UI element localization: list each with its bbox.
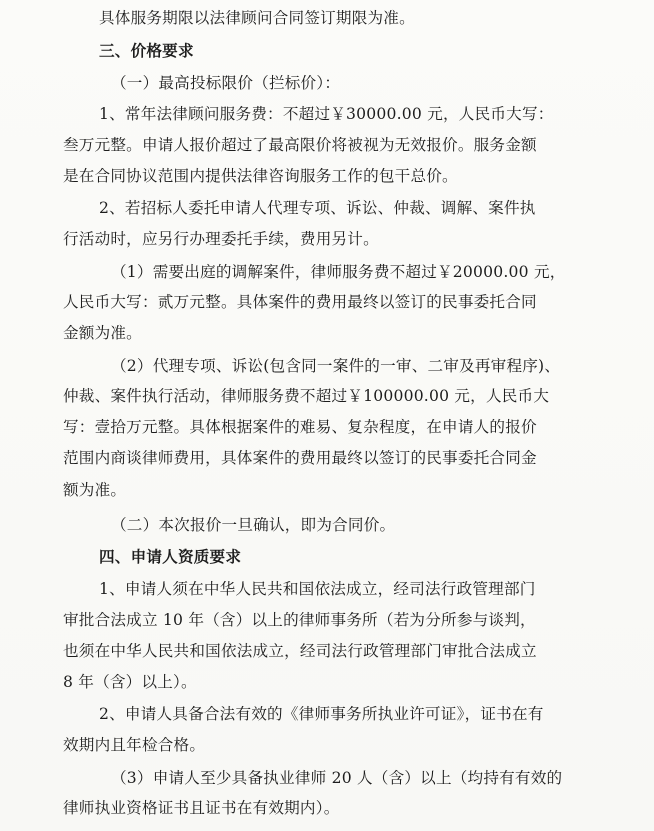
text-line-5: 叁万元整。申请人报价超过了最高限价将被视为无效报价。服务金额: [63, 136, 537, 154]
text-line-21: 也须在中华人民共和国依法成立，经司法行政管理部门审批合法成立: [63, 642, 537, 660]
text-line-6: 是在合同协议范围内提供法律咨询服务工作的包干总价。: [63, 167, 458, 185]
text-line-14: 写：壹拾万元整。具体根据案件的难易、复杂程度，在申请人的报价: [63, 418, 537, 436]
text-line-10: 人民币大写：贰万元整。具体案件的费用最终以签订的民事委托合同: [63, 293, 537, 311]
text-line-8: 行活动时，应另行办理委托手续，费用另计。: [63, 230, 379, 248]
subsection-heading-max-bid-price: （一）最高投标限价（拦标价）：: [111, 74, 341, 92]
text-line-22: 8 年（含）以上）。: [63, 673, 197, 691]
text-line-11: 金额为准。: [63, 324, 142, 342]
section-heading-applicant-qualification: 四、申请人资质要求: [99, 547, 242, 566]
text-line-1: 具体服务期限以法律顾问合同签订期限为准。: [99, 9, 415, 27]
text-line-15: 范围内商谈律师费用，具体案件的费用最终以签订的民事委托合同金: [63, 449, 537, 467]
section-heading-price-requirements: 三、价格要求: [99, 41, 194, 60]
text-line-12: （2）代理专项、诉讼(包含同一案件的一审、二审及再审程序)、: [111, 357, 561, 375]
text-line-26: 律师执业资格证书且证书在有效期内）。: [63, 799, 340, 817]
text-line-9: （1）需要出庭的调解案件，律师服务费不超过￥20000.00 元，: [111, 263, 566, 281]
text-line-24: 效期内且年检合格。: [63, 736, 206, 754]
text-line-19: 1、申请人须在中华人民共和国依法成立，经司法行政管理部门: [99, 580, 536, 598]
text-line-7: 2、若招标人委托申请人代理专项、诉讼、仲裁、调解、案件执: [99, 199, 536, 217]
subsection-heading-bid-confirmation: （二）本次报价一旦确认，即为合同价。: [111, 516, 396, 534]
text-line-13: 仲裁、案件执行活动，律师服务费不超过￥100000.00 元，人民币大: [63, 387, 550, 405]
text-line-16: 额为准。: [63, 481, 127, 499]
text-line-23: 2、申请人具备合法有效的《律师事务所执业许可证》，证书在有: [99, 705, 544, 723]
text-line-4: 1、常年法律顾问服务费：不超过￥30000.00 元，人民币大写：: [99, 105, 554, 123]
text-line-25: （3）申请人至少具备执业律师 20 人（含）以上（均持有有效的: [111, 769, 563, 787]
text-line-20: 审批合法成立 10 年（含）以上的律师事务所（若为分所参与谈判，: [63, 611, 536, 629]
